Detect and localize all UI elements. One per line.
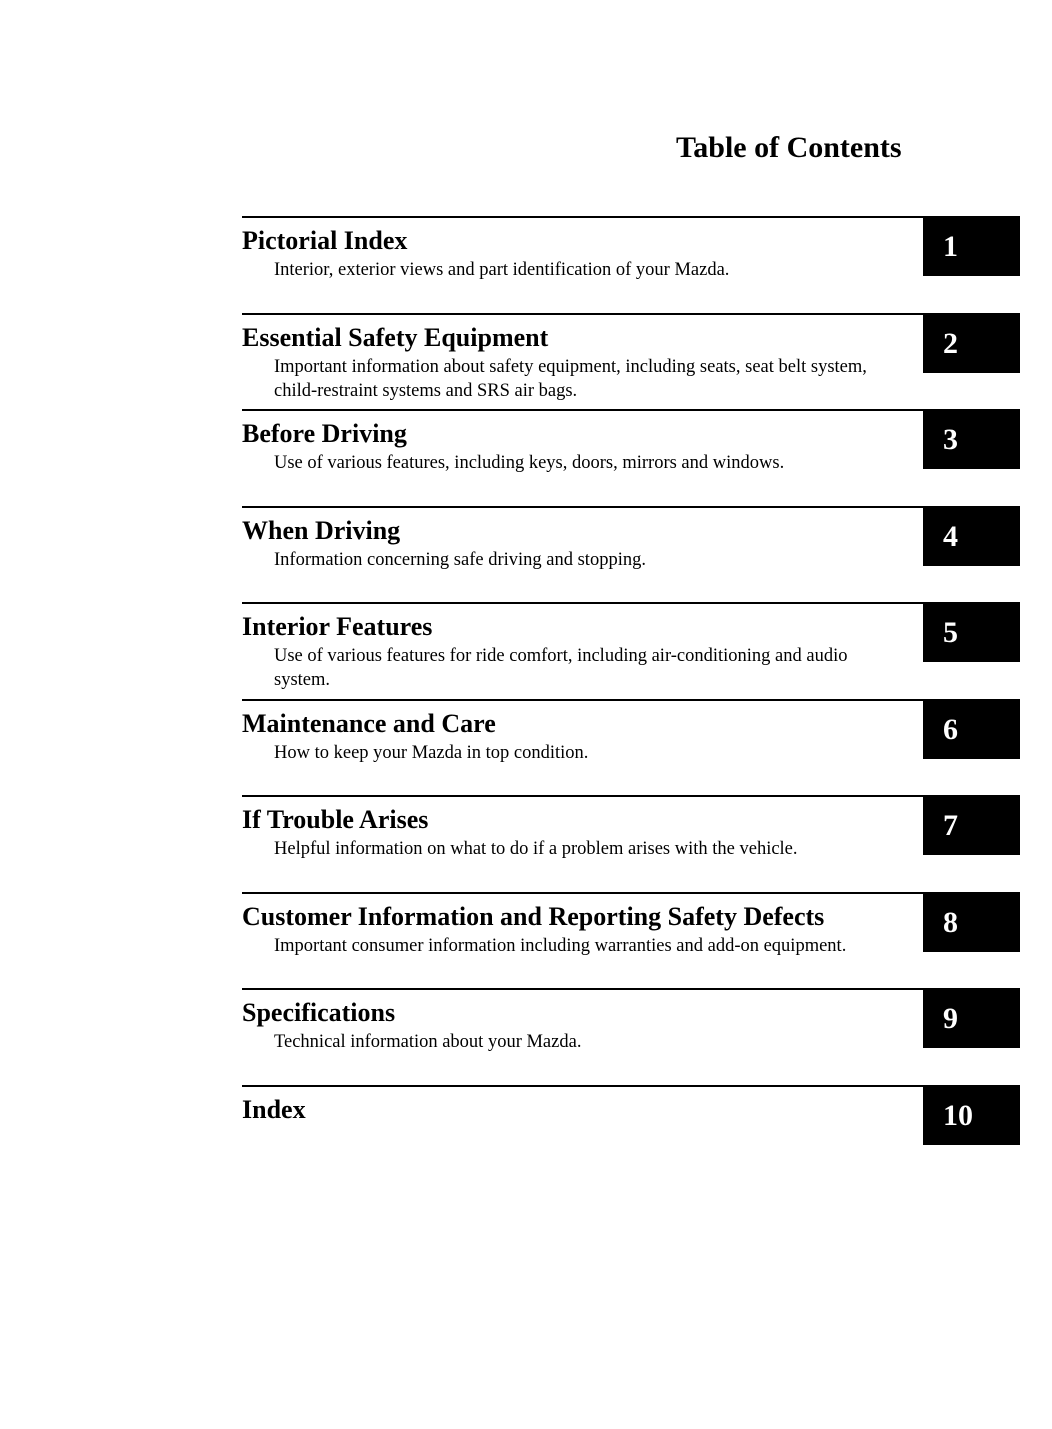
- entry-title[interactable]: Index: [242, 1094, 306, 1124]
- toc-list: [242, 216, 1020, 1181]
- entry-title[interactable]: If Trouble Arises: [242, 805, 429, 834]
- chapter-tab[interactable]: 3: [923, 411, 1020, 469]
- entry-description: Important information about safety equipment, including seats, seat belt system, child-restraint systems and SRS air bags.: [274, 356, 867, 401]
- chapter-tab[interactable]: 8: [923, 894, 1020, 952]
- entry-title[interactable]: Pictorial Index: [242, 226, 408, 255]
- entry-description: Interior, exterior views and part identification of your Mazda.: [274, 260, 730, 280]
- entry-title[interactable]: Customer Information and Reporting Safety Defects: [242, 901, 825, 931]
- toc-entry-interior-features[interactable]: [242, 602, 1020, 699]
- chapter-tab[interactable]: 10: [923, 1087, 1020, 1145]
- toc-entry-index[interactable]: [242, 1085, 1020, 1182]
- entry-description: Use of various features, including keys, doors, mirrors and windows.: [274, 453, 785, 473]
- toc-entry-maintenance-and-care[interactable]: [242, 699, 1020, 796]
- entry-title[interactable]: When Driving: [242, 515, 401, 545]
- chapter-tab[interactable]: 6: [923, 701, 1020, 759]
- chapter-tab[interactable]: 2: [923, 315, 1020, 373]
- chapter-tab[interactable]: 4: [923, 508, 1020, 566]
- toc-entry-if-trouble-arises[interactable]: [242, 795, 1020, 892]
- chapter-tab[interactable]: 5: [923, 604, 1020, 662]
- chapter-tab[interactable]: 9: [923, 990, 1020, 1048]
- toc-entry-pictorial-index[interactable]: [242, 216, 1020, 313]
- entry-description: Technical information about your Mazda.: [274, 1032, 582, 1052]
- toc-entry-customer-information[interactable]: [242, 892, 1020, 989]
- page-title: Table of Contents: [676, 131, 902, 164]
- entry-title[interactable]: Before Driving: [242, 419, 407, 448]
- entry-description: Important consumer information including warranties and add-on equipment.: [274, 935, 847, 956]
- toc-entry-when-driving[interactable]: [242, 506, 1020, 603]
- entry-title[interactable]: Interior Features: [242, 612, 433, 641]
- chapter-tab[interactable]: 7: [923, 797, 1020, 855]
- entry-title[interactable]: Essential Safety Equipment: [242, 322, 549, 352]
- toc-entry-before-driving[interactable]: [242, 409, 1020, 506]
- chapter-tab[interactable]: 1: [923, 218, 1020, 276]
- entry-description: Helpful information on what to do if a problem arises with the vehicle.: [274, 839, 798, 859]
- entry-description: Use of various features for ride comfort, including air-conditioning and audio system.: [274, 646, 848, 690]
- entry-title[interactable]: Specifications: [242, 998, 396, 1027]
- toc-entry-essential-safety-equipment[interactable]: [242, 313, 1020, 410]
- entry-description: How to keep your Mazda in top condition.: [274, 742, 589, 763]
- entry-description: Information concerning safe driving and stopping.: [274, 549, 646, 570]
- entry-title[interactable]: Maintenance and Care: [242, 708, 496, 738]
- toc-entry-specifications[interactable]: [242, 988, 1020, 1085]
